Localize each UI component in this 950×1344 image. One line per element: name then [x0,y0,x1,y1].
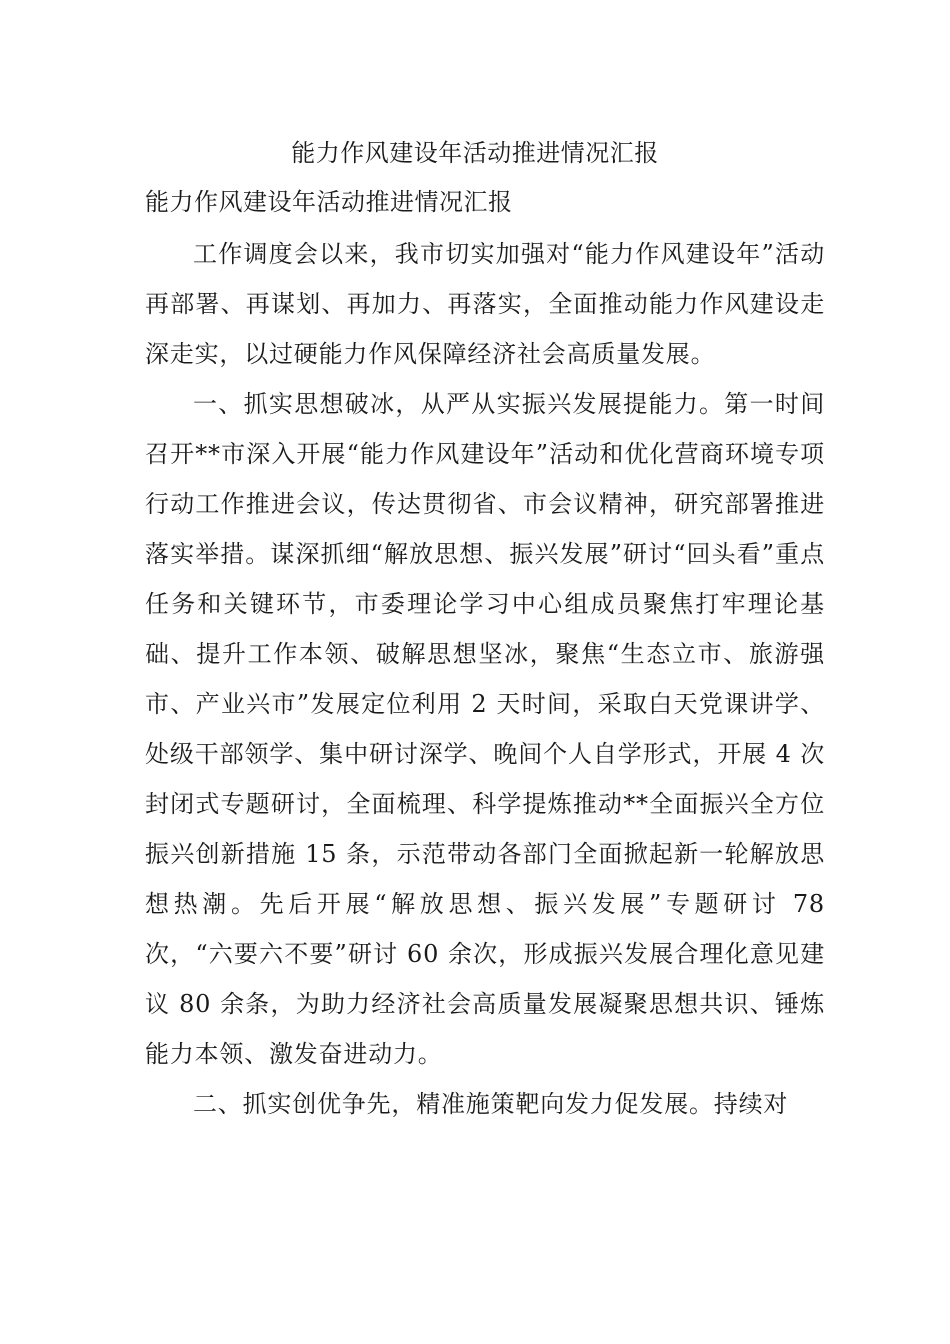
document-title: 能力作风建设年活动推进情况汇报 [291,139,659,167]
paragraph-section-two: 二、抓实创优争先，精准施策靶向发力促发展。持续对 [193,1090,789,1118]
document-subtitle: 能力作风建设年活动推进情况汇报 [145,188,513,216]
document-body [145,229,825,1129]
paragraph-intro: 工作调度会以来，我市切实加强对“能力作风建设年”活动再部署、再谋划、再加力、再落实，全面推动能力作风建设走深走实，以过硬能力作风保障经济社会高质量发展。 [145,240,825,368]
paragraph-section-one: 一、抓实思想破冰，从严从实振兴发展提能力。第一时间召开**市深入开展“能力作风建设年”活动和优化营商环境专项行动工作推进会议，传达贯彻省、市会议精神，研究部署推进落实举措。谋深抓细“解放思想、振兴发展”研讨“回头看”重点任务和关键环节，市委理论学习中心组成员聚焦打牢理论基础、提升工作本领、破解思想坚冰，聚焦“生态立市、旅游强市、产业兴市”发展定位利用 2 天时间，采取白天党课讲学、处级干部领学、集中研讨深学、晚间个人自学形式，开展 4 次封闭式专题研讨，全面梳理、科学提炼推动**全面振兴全方位振兴创新措施 15 条，示范带动各部门全面掀起新一轮解放思想热潮。先后开展“解放思想、振兴发展”专题研讨 78 次，“六要六不要”研讨 60 余次，形成振兴发展合理化意见建议 80 余条，为助力经济社会高质量发展凝聚思想共识、锤炼能力本领、激发奋进动力。 [145,390,825,1068]
